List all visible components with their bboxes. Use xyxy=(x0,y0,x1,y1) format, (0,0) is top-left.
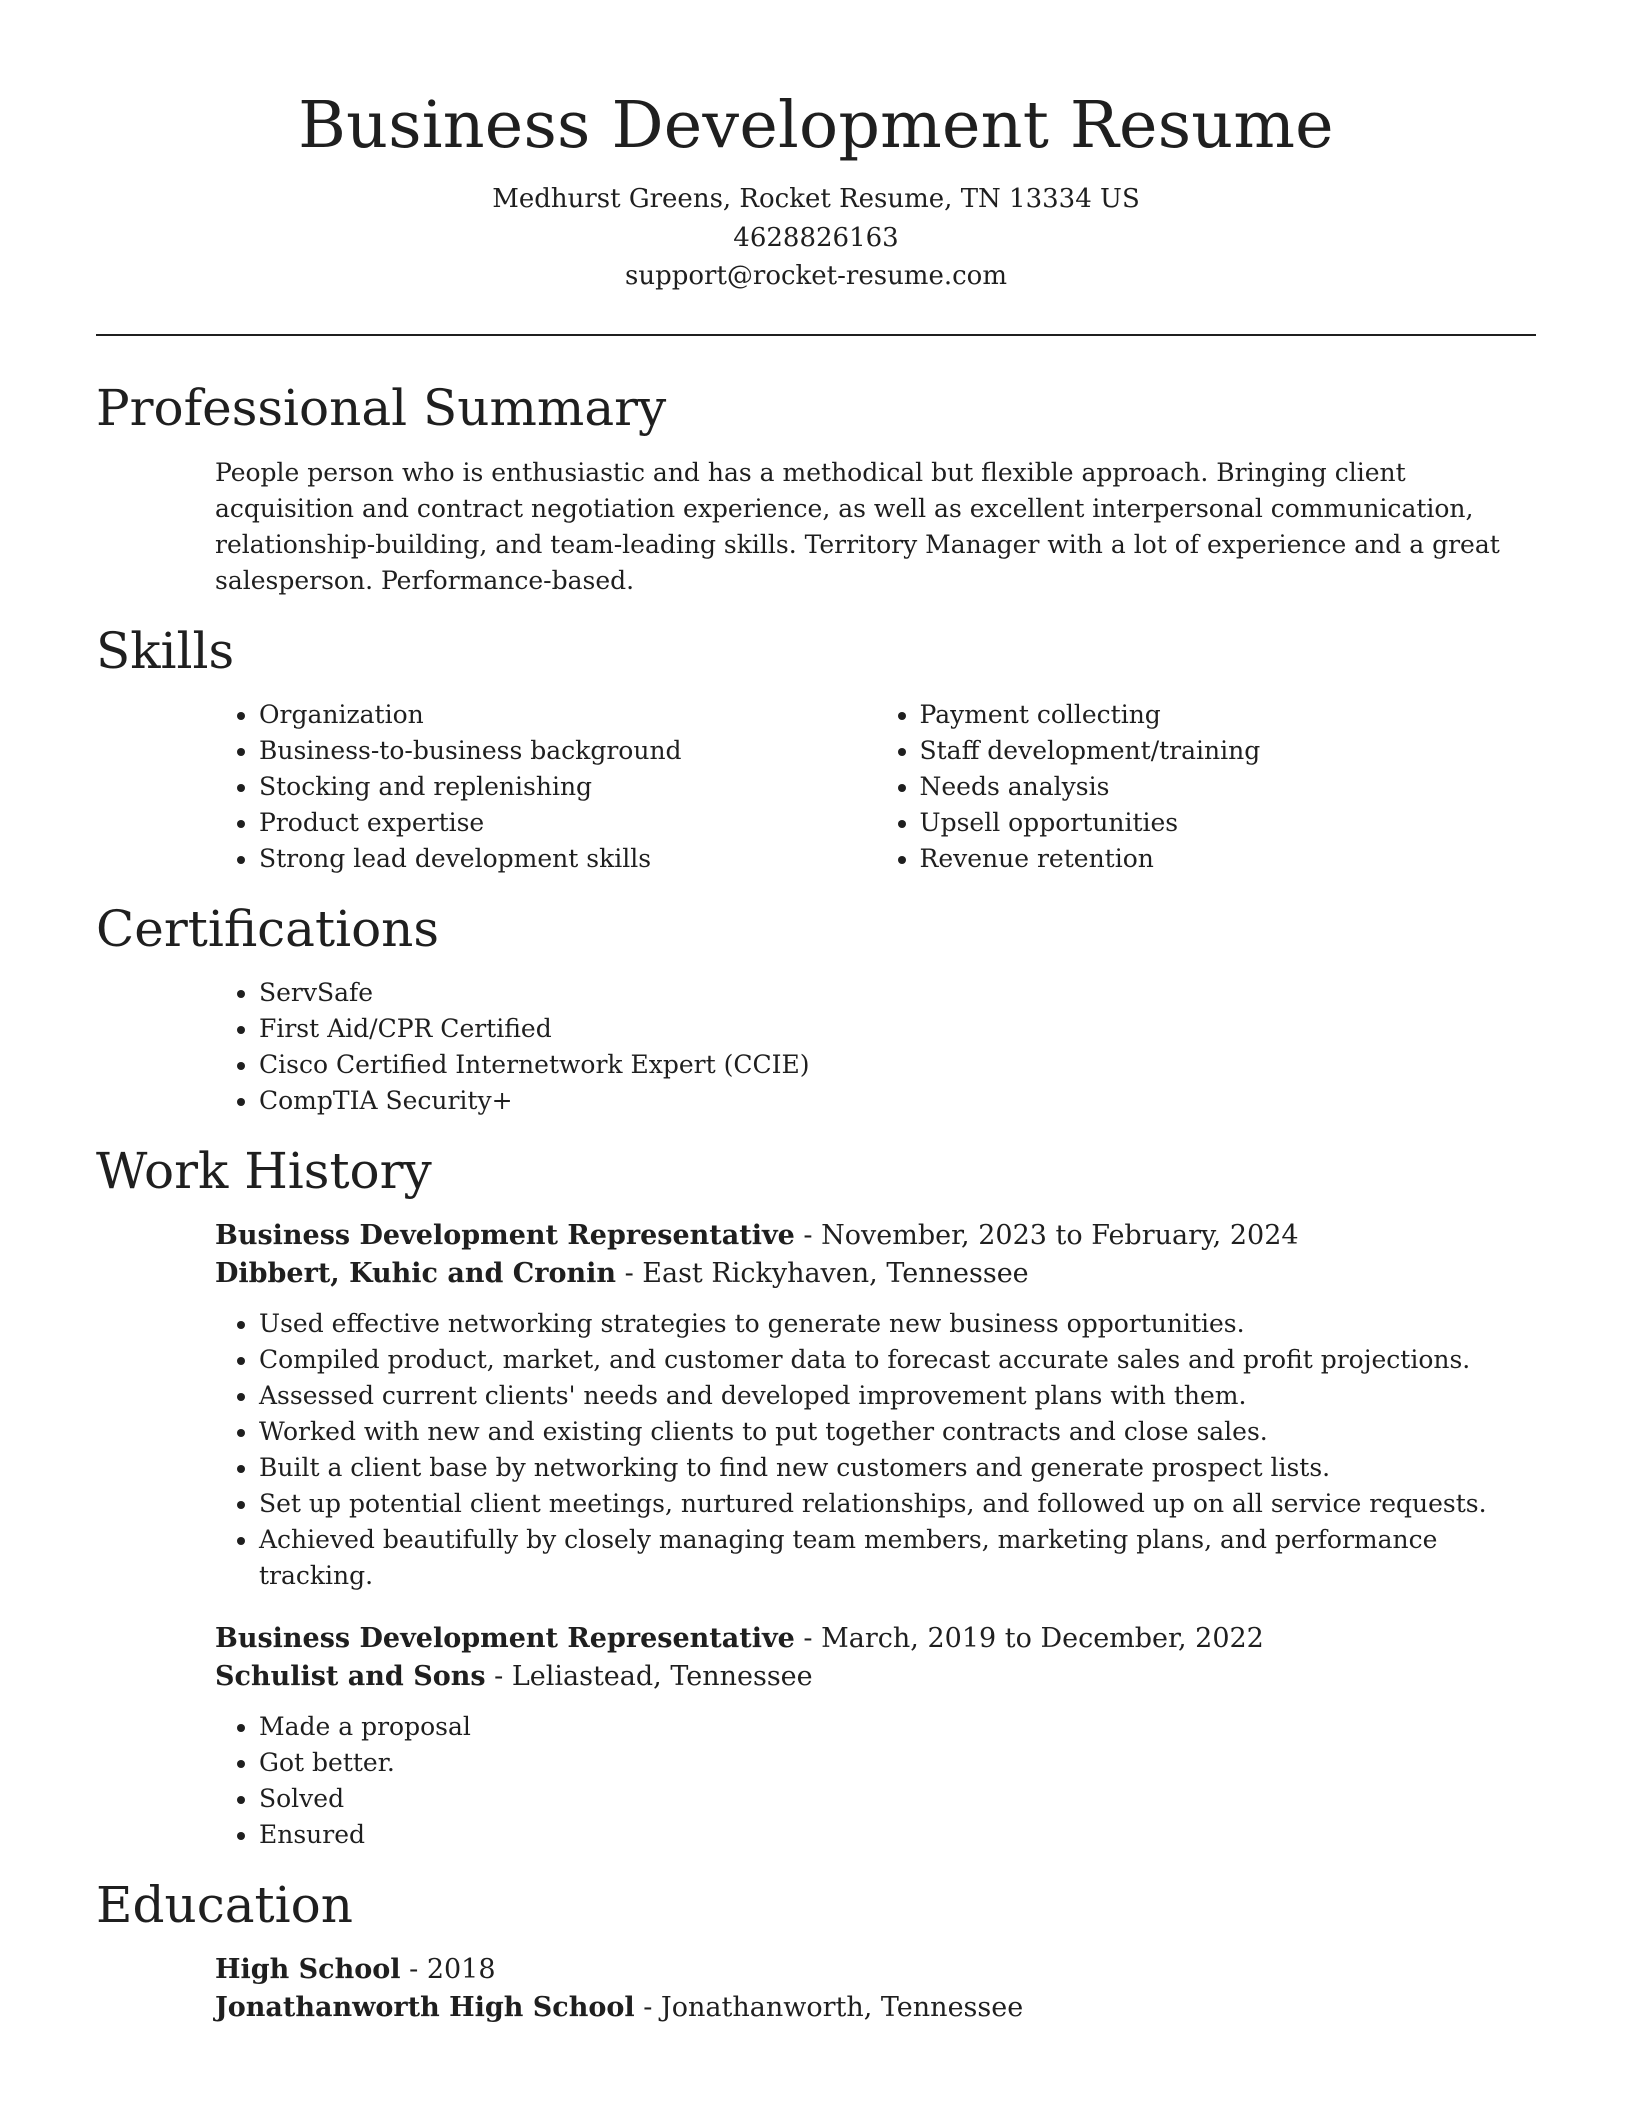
work-history-section xyxy=(96,1141,1536,1853)
job-dates: - November, 2023 to February, 2024 xyxy=(794,1219,1299,1251)
certification-item: • First Aid/CPR Certified xyxy=(259,1011,1536,1047)
education-school: Jonathanworth High School xyxy=(215,1991,635,2023)
contact-email: support@rocket-resume.com xyxy=(624,261,1007,291)
certifications-section xyxy=(96,899,1536,1119)
job-company-line xyxy=(215,1658,1536,1696)
skills-list-left xyxy=(215,697,876,877)
education-entry xyxy=(215,1951,1536,2027)
education-degree-line xyxy=(215,1951,1536,1989)
summary-text: People person who is enthusiastic and has a methodical but flexible approach. Bringing client acquisition and contract negotiation experience, as well as excellent interpersonal communication, relationship-building, and team-leading skills. Territory Manager with a lot of experience and a great salesperson. Performance-based. xyxy=(215,457,1500,595)
certification-item: • Cisco Certified Internetwork Expert (CCIE) xyxy=(259,1047,1536,1083)
education-year: - 2018 xyxy=(400,1953,496,1985)
job-header xyxy=(215,1217,1536,1293)
certifications-body xyxy=(96,975,1536,1119)
certifications-list xyxy=(215,975,1536,1119)
education-heading: Education xyxy=(96,1875,353,1934)
education-body xyxy=(96,1951,1536,2027)
contact-block xyxy=(96,180,1536,296)
education-degree: High School xyxy=(215,1953,401,1985)
certification-item: • ServSafe xyxy=(259,975,1536,1011)
job-bullets xyxy=(215,1709,1536,1853)
education-location: - Jonathanworth, Tennessee xyxy=(634,1991,1024,2023)
summary-body xyxy=(96,455,1536,599)
skill-item: • Revenue retention xyxy=(920,841,1537,877)
job-bullet: • Assessed current clients' needs and developed improvement plans with them. xyxy=(259,1378,1536,1414)
job-dates: - March, 2019 to December, 2022 xyxy=(794,1622,1264,1654)
job-bullet: • Solved xyxy=(259,1781,1536,1817)
skill-item: • Staff development/training xyxy=(920,733,1537,769)
job-title-line xyxy=(215,1217,1536,1255)
skills-list-right xyxy=(876,697,1537,877)
job-bullet: • Built a client base by networking to find new customers and generate prospect lists. xyxy=(259,1450,1536,1486)
certifications-heading: Certifications xyxy=(96,899,440,958)
job-bullet: • Used effective networking strategies to generate new business opportunities. xyxy=(259,1306,1536,1342)
job-title: Business Development Representative xyxy=(215,1219,795,1251)
job-location: - Leliastead, Tennessee xyxy=(485,1660,813,1692)
job-bullet: • Achieved beautifully by closely managing team members, marketing plans, and performance tracking. xyxy=(259,1522,1536,1594)
job-entry xyxy=(215,1217,1536,1594)
job-title-line xyxy=(215,1620,1536,1658)
job-bullet: • Worked with new and existing clients to put together contracts and close sales. xyxy=(259,1414,1536,1450)
skill-item: • Organization xyxy=(259,697,876,733)
skill-item: • Stocking and replenishing xyxy=(259,769,876,805)
job-title: Business Development Representative xyxy=(215,1622,795,1654)
education-school-line xyxy=(215,1989,1536,2027)
contact-phone: 4628826163 xyxy=(733,222,899,253)
work-history-heading: Work History xyxy=(96,1141,432,1200)
job-company: Dibbert, Kuhic and Cronin xyxy=(215,1257,616,1289)
skills-columns xyxy=(96,697,1536,877)
skill-item: • Needs analysis xyxy=(920,769,1537,805)
job-bullet: • Ensured xyxy=(259,1817,1536,1853)
skills-section xyxy=(96,621,1536,877)
skill-item: • Upsell opportunities xyxy=(920,805,1537,841)
header-divider xyxy=(96,334,1536,336)
education-section xyxy=(96,1875,1536,2027)
job-entry xyxy=(215,1620,1536,1853)
certification-item: • CompTIA Security+ xyxy=(259,1083,1536,1119)
job-bullet: • Set up potential client meetings, nurtured relationships, and followed up on all service requests. xyxy=(259,1486,1536,1522)
skill-item: • Business-to-business background xyxy=(259,733,876,769)
job-bullets xyxy=(215,1306,1536,1594)
job-bullet: • Made a proposal xyxy=(259,1709,1536,1745)
summary-section xyxy=(96,378,1536,599)
job-company-line xyxy=(215,1255,1536,1293)
job-bullet: • Compiled product, market, and customer data to forecast accurate sales and profit projections. xyxy=(259,1342,1536,1378)
job-header xyxy=(215,1620,1536,1696)
job-location: - East Rickyhaven, Tennessee xyxy=(615,1257,1029,1289)
skills-heading: Skills xyxy=(96,621,235,680)
contact-address: Medhurst Greens, Rocket Resume, TN 13334 US xyxy=(492,184,1140,214)
job-bullet: • Got better. xyxy=(259,1745,1536,1781)
summary-heading: Professional Summary xyxy=(96,378,667,437)
resume-title: Business Development Resume xyxy=(298,88,1334,163)
skill-item: • Product expertise xyxy=(259,805,876,841)
skill-item: • Strong lead development skills xyxy=(259,841,876,877)
job-company: Schulist and Sons xyxy=(215,1660,486,1692)
work-history-body xyxy=(96,1217,1536,1853)
skill-item: • Payment collecting xyxy=(920,697,1537,733)
resume-header xyxy=(96,0,1536,296)
